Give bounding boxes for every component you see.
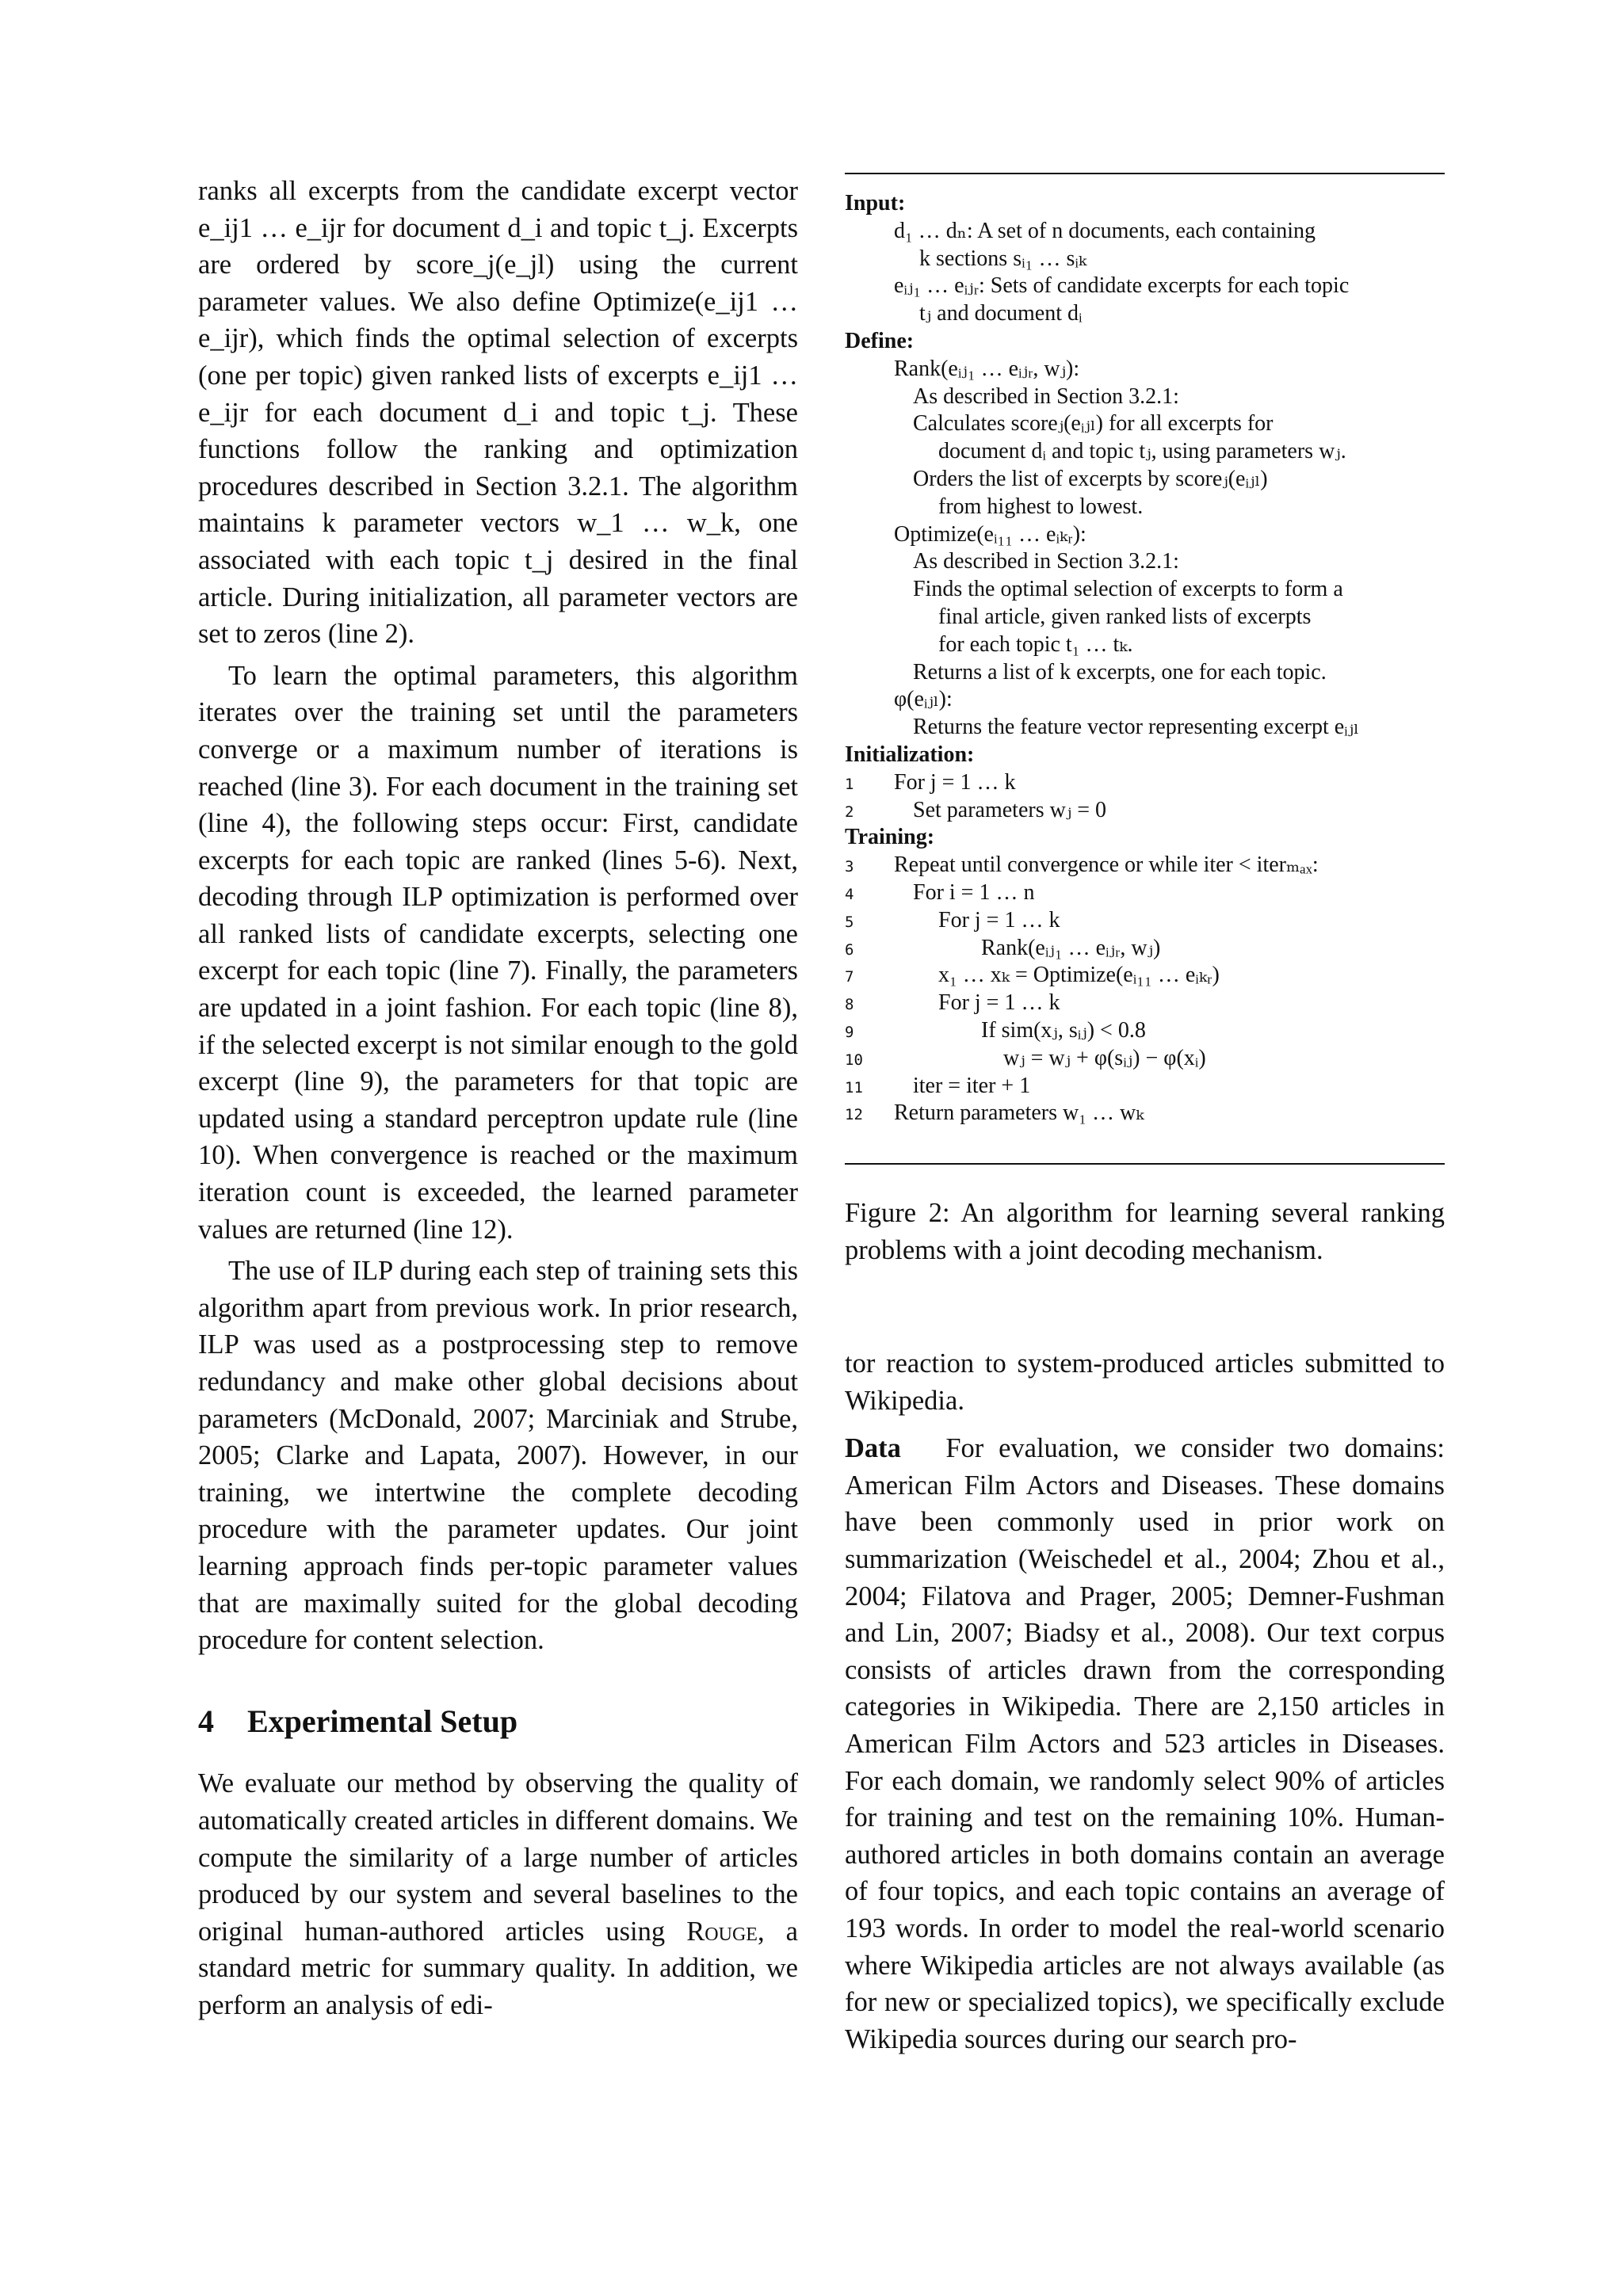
algorithm-line [845,383,1445,411]
paragraph-ilp: The use of ILP during each step of training sets this algorithm apart from previous work. In prior research, ILP was used as a postprocessing step to remove redundancy and make other global decisions about parameters (McDonald, 2007; Marciniak and Strube, 2005; Clarke and Lapata, 2007). However, in our training, we intertwine the complete decoding procedure with the parameter updates. Our joint learning approach finds per-topic parameter values that are maximally suited for the global decoding procedure for content selection. [198,1256,798,1656]
algorithm-line-text: φ(eᵢⱼₗ): [894,687,953,712]
line-number: 6 [845,940,854,959]
evaluation-text-start: We evaluate our method by observing the quality of automatically created articles in different domains. We compute the similarity of a large number of articles produced by our system and several baselines to the original human-authored articles using [198,1768,798,1947]
algorithm-line-text: Calculates scoreⱼ(eᵢⱼₗ) for all excerpts for [913,411,1274,437]
line-number: 5 [845,913,854,931]
algorithm-line [845,410,1445,438]
algorithm-line: Initialization: [845,742,975,767]
paragraph-ranking: ranks all excerpts from the candidate excerpt vector e_ij1 … e_ijr for document d_i and topic t_j. Excerpts are ordered by score_j(e_jl) using the current parameter values. We also define Optimize(e_ij1 … e_ijr), which finds the optimal selection of excerpts (one per topic) given ranked lists of excerpts e_ij1 … e_ijr for each document d_i and topic t_j. These functions follow the ranking and optimization procedures described in Section 3.2.1. The algorithm maintains k parameter vectors w_1 … w_k, one associated with each topic t_j desired in the final article. During initialization, all parameter vectors are set to zeros (line 2). [198,176,798,650]
algorithm-line [845,907,1445,935]
algorithm-line-text: As described in Section 3.2.1: [913,549,1179,574]
algorithm-line-text: Set parameters wⱼ = 0 [913,797,1107,822]
line-number: 4 [845,885,854,903]
section-heading [198,1703,798,1741]
paragraph-data [845,1430,1445,2058]
line-number: 7 [845,968,854,986]
algorithm-figure [845,190,1445,1127]
algorithm-line [845,797,1445,825]
algorithm-line-text: Returns the feature vector representing excerpt eᵢⱼₗ [913,715,1359,740]
algorithm-line [845,659,1445,687]
algorithm-line: Define: [845,328,915,353]
algorithm-line [845,246,1445,273]
right-column-text [845,1345,1445,2058]
algorithm-line [845,714,1445,742]
line-number: 12 [845,1106,863,1124]
algorithm-line [845,466,1445,494]
algorithm-line-text: Orders the list of excerpts by scoreⱼ(eᵢⱼₗ) [913,466,1268,491]
algorithm-line [845,631,1445,659]
algorithm-line-text: Optimize(eᵢ₁₁ … eᵢₖᵣ): [894,521,1086,547]
algorithm-line [845,1073,1445,1100]
line-number: 1 [845,775,854,793]
line-number: 3 [845,858,854,876]
algorithm-line-text: As described in Section 3.2.1: [913,383,1179,409]
data-label: Data [845,1433,901,1464]
algorithm-line-text: eᵢⱼ₁ … eᵢⱼᵣ: Sets of candidate excerpts for each topic [894,273,1350,299]
algorithm-line [845,604,1445,631]
algorithm-line [845,218,1445,246]
paragraph-editor-reaction: tor reaction to system-produced articles submitted to Wikipedia. [845,1348,1445,1416]
line-number: 11 [845,1078,863,1097]
algorithm-line [845,935,1445,963]
data-text: For evaluation, we consider two domains: American Film Actors and Diseases. These domains have been commonly used in prior work on summarization (Weischedel et al., 2004; Zhou et al., 2004; Filatova and Prager, 2005; Demner-Fushman and Lin, 2007; Biadsy et al., 2008). Our text corpus consists of articles drawn from the corresponding categories in Wikipedia. There are 2,150 articles in American Film Actors and 523 articles in Diseases. For each domain, we randomly select 90% of articles for training and test on the remaining 10%. Human-authored articles in both domains contain an average of four topics, and each topic contains an average of 193 words. In order to model the real-world scenario where Wikipedia articles are not always available (as for new or specialized topics), we specifically exclude Wikipedia sources during our search pro- [845,1433,1445,2054]
line-number: 9 [845,1023,854,1041]
algorithm-line [845,548,1445,576]
algorithm-line-text: x₁ … xₖ = Optimize(eᵢ₁₁ … eᵢₖᵣ) [938,963,1220,988]
algorithm-line-text: If sim(xⱼ, sᵢⱼ) < 0.8 [981,1017,1146,1043]
algorithm-line-text: tⱼ and document dᵢ [919,301,1083,326]
algorithm-line [845,356,1445,383]
algorithm-line [845,1017,1445,1045]
evaluation-text-end: , a standard metric for summary quality. In addition, we perform an analysis of edi- [198,1916,798,2020]
algorithm-line-text: d₁ … dₙ: A set of n documents, each containing [894,218,1316,243]
figure-caption: Figure 2: An algorithm for learning several ranking problems with a joint decoding mechanism. [845,1198,1445,1265]
algorithm-line-text: Finds the optimal selection of excerpts to form a [913,577,1343,602]
algorithm-line: Input: [845,191,906,215]
algorithm-line [845,686,1445,714]
algorithm-line-text: Rank(eᵢⱼ₁ … eᵢⱼᵣ, wⱼ): [894,356,1080,381]
algorithm-line [845,1100,1445,1127]
algorithm-line-text: wⱼ = wⱼ + φ(sᵢⱼ) − φ(xᵢ) [1003,1045,1206,1070]
algorithm-line-text: for each topic t₁ … tₖ. [938,631,1133,657]
paragraph-learning: To learn the optimal parameters, this algorithm iterates over the training set until the parameters converge or a maximum number of iterations is reached (line 3). For each document in the training set (line 4), the following steps occur: First, candidate excerpts for each topic are ranked (lines 5-6). Next, decoding through ILP optimization is performed over all ranked lists of candidate excerpts, selecting one excerpt for each topic (line 7). Finally, the parameters are updated in a joint fashion. For each topic (line 8), if the selected excerpt is not similar enough to the gold excerpt (line 9), the parameters for that topic are updated using a standard perceptron update rule (line 10). When convergence is reached or the maximum iteration count is exceeded, the learned parameter values are returned (line 12). [198,660,798,1245]
algorithm-line [845,852,1445,879]
algorithm-line [845,576,1445,604]
algorithm-line-text: For i = 1 … n [913,879,1035,905]
algorithm-line [845,521,1445,549]
algorithm-line-text: k sections sᵢ₁ … sᵢₖ [919,246,1087,271]
paragraph-evaluation [198,1765,798,2023]
algorithm-line: Training: [845,825,935,850]
algorithm-line-text: final article, given ranked lists of excerpts [938,604,1312,629]
algorithm-line-text: For j = 1 … k [894,769,1016,795]
figure-top-rule [845,173,1445,174]
section-title: Experimental Setup [247,1703,518,1739]
figure-bottom-rule [845,1163,1445,1165]
algorithm-line-text: Returns a list of k excerpts, one for each topic. [913,659,1327,685]
rouge-term: Rouge [686,1916,758,1947]
algorithm-line [845,273,1445,300]
algorithm-line [845,494,1445,521]
algorithm-line-text: Repeat until convergence or while iter < iterₘₐₓ: [894,852,1319,878]
algorithm-line-text: iter = iter + 1 [913,1073,1031,1098]
algorithm-line-text: For j = 1 … k [938,907,1060,933]
line-number: 2 [845,803,854,821]
algorithm-line [845,990,1445,1017]
algorithm-line-text: For j = 1 … k [938,990,1060,1016]
algorithm-line [845,962,1445,990]
line-number: 8 [845,996,854,1014]
algorithm-line-text: from highest to lowest. [938,494,1144,519]
algorithm-line [845,438,1445,466]
algorithm-line-text: Rank(eᵢⱼ₁ … eᵢⱼᵣ, wⱼ) [981,935,1161,960]
algorithm-line [845,769,1445,797]
line-number: 10 [845,1051,863,1069]
algorithm-line [845,300,1445,328]
section-number: 4 [198,1703,214,1739]
left-column [198,173,798,2024]
algorithm-line-text: document dᵢ and topic tⱼ, using parameters wⱼ. [938,439,1346,464]
algorithm-line [845,1045,1445,1073]
algorithm-line-text: Return parameters w₁ … wₖ [894,1100,1144,1126]
algorithm-line [845,879,1445,907]
